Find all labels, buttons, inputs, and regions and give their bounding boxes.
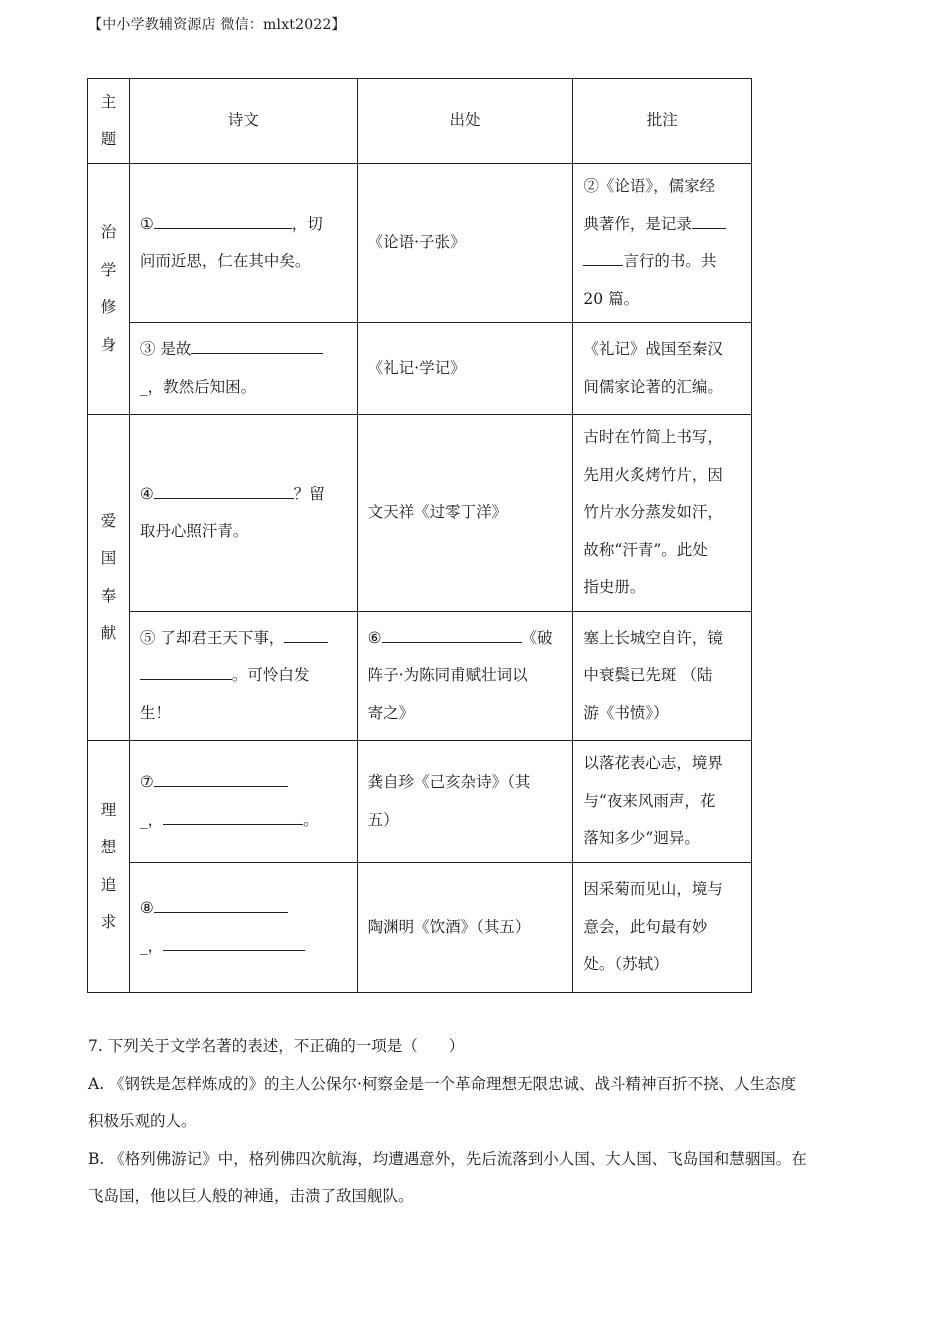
header-note: 批注: [573, 79, 752, 164]
fill-blank[interactable]: [284, 624, 328, 643]
table-row: [88, 612, 752, 741]
note-cell: 《礼记》战国至秦汉 间儒家论著的汇编。: [573, 323, 752, 415]
header-poem: 诗文: [129, 79, 357, 164]
theme-cell-patriotism: 爱 国 奉 献: [88, 415, 130, 741]
poetry-table: [87, 78, 752, 993]
table-row: [88, 741, 752, 863]
table-row: [88, 323, 752, 415]
source-cell: 陶渊明《饮酒》（其五）: [357, 863, 573, 993]
source-cell: 龚自珍《己亥杂诗》（其 五）: [357, 741, 573, 863]
fill-blank[interactable]: [382, 624, 522, 643]
header-theme: 主 题: [88, 79, 130, 164]
fill-blank[interactable]: [692, 210, 726, 229]
fill-blank[interactable]: [583, 247, 623, 266]
poem-cell: ⑤ 了却君王天下事， 。可怜白发 生！: [129, 612, 357, 741]
source-cell: 《论语·子张》: [357, 164, 573, 323]
fill-blank[interactable]: [163, 932, 305, 951]
fill-blank[interactable]: [154, 768, 288, 787]
source-cell: 文天祥《过零丁洋》: [357, 415, 573, 612]
fill-blank[interactable]: [163, 806, 303, 825]
header-source: 出处: [357, 79, 573, 164]
option-b[interactable]: B. 《格列佛游记》中，格列佛四次航海，均遭遇意外，先后流落到小人国、大人国、飞岛国和慧骃国。在: [88, 1149, 807, 1168]
source-cell: 《礼记·学记》: [357, 323, 573, 415]
table-row: [88, 863, 752, 993]
fill-blank[interactable]: [154, 210, 292, 229]
note-cell: 因采菊而见山，境与 意会，此句最有妙 处。（苏轼）: [573, 863, 752, 993]
table-row: [88, 415, 752, 612]
header-banner: 【中小学教辅资源店 微信：mlxt2022】: [88, 17, 346, 33]
option-a-cont: 积极乐观的人。: [88, 1112, 197, 1130]
theme-cell-ideals: 理 想 追 求: [88, 741, 130, 993]
fill-blank[interactable]: [154, 894, 288, 913]
poem-cell: ③ 是故 _，教然后知困。: [129, 323, 357, 415]
poem-cell: ④ ？留 取丹心照汗青。: [129, 415, 357, 612]
poem-cell: ① ，切 问而近思，仁在其中矣。: [129, 164, 357, 323]
question-block: [88, 1028, 868, 1216]
note-cell: ②《论语》，儒家经 典著作，是记录 言行的书。共 20 篇。: [573, 164, 752, 323]
poem-cell: ⑧ _，: [129, 863, 357, 993]
table-row: [88, 164, 752, 323]
fill-blank[interactable]: [154, 480, 294, 499]
note-cell: 塞上长城空自许，镜 中衰鬓已先斑 （陆 游《书愤》）: [573, 612, 752, 741]
option-b-cont: 飞岛国，他以巨人般的神通，击溃了敌国舰队。: [88, 1187, 414, 1205]
table-header-row: [88, 79, 752, 164]
fill-blank[interactable]: [140, 661, 232, 680]
theme-cell-study: 治 学 修 身: [88, 164, 130, 415]
option-a[interactable]: A. 《钢铁是怎样炼成的》的主人公保尔·柯察金是一个革命理想无限忠诚、战斗精神百折不挠、人生态度: [88, 1074, 796, 1093]
poem-cell: ⑦ _， 。: [129, 741, 357, 863]
source-cell: ⑥ 《破 阵子·为陈同甫赋壮词以 寄之》: [357, 612, 573, 741]
fill-blank[interactable]: [191, 335, 323, 354]
note-cell: 古时在竹简上书写， 先用火炙烤竹片，因 竹片水分蒸发如汗， 故称“汗青”。此处 指史册。: [573, 415, 752, 612]
note-cell: 以落花表心志，境界 与“夜来风雨声，花 落知多少”迥异。: [573, 741, 752, 863]
question-7: 7. 下列关于文学名著的表述，不正确的一项是（ ）: [88, 1037, 465, 1055]
